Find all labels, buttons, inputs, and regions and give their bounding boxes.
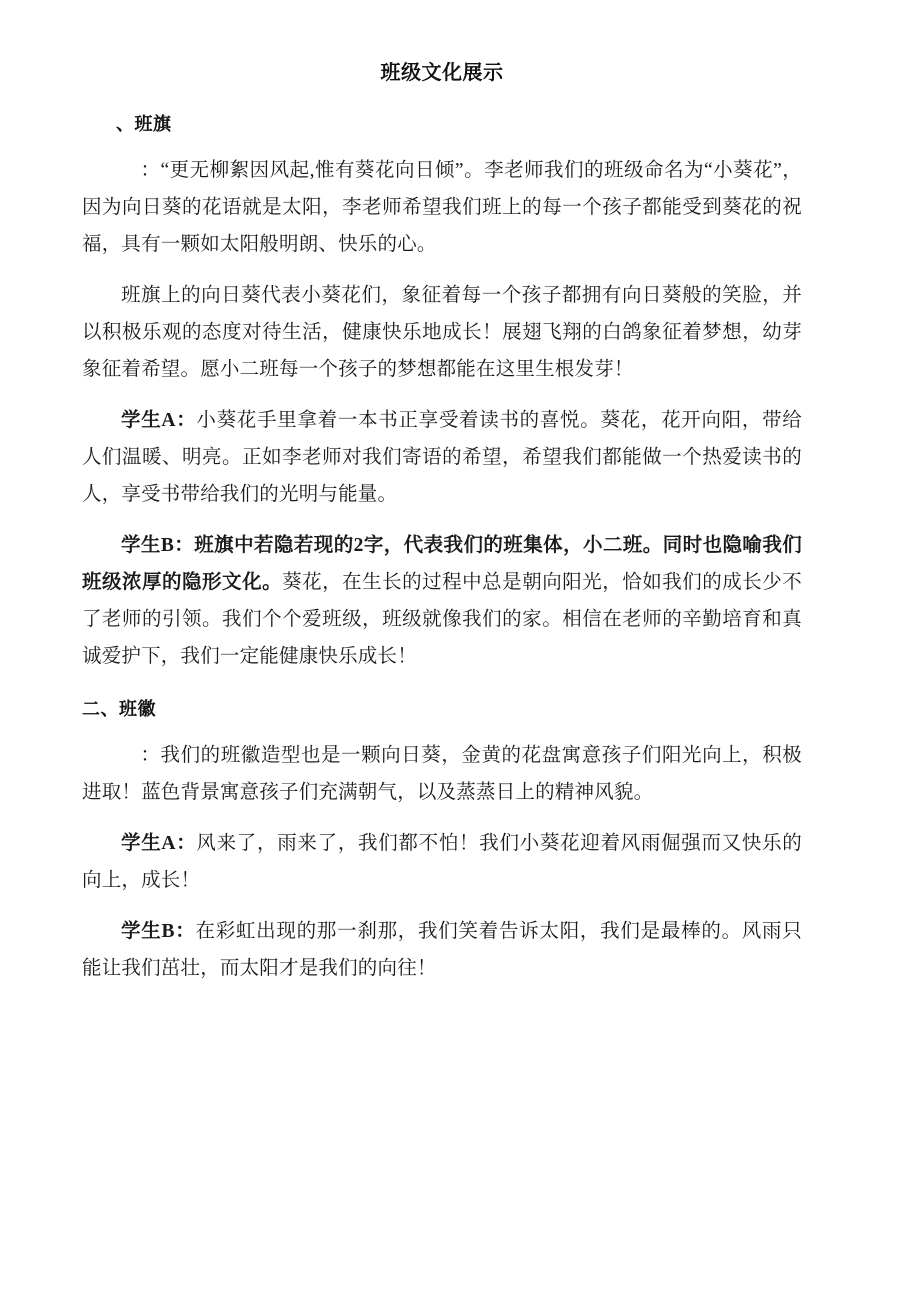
- paragraph-banqi-intro: [82, 138, 802, 263]
- paragraph-text: ：我们的班徽造型也是一颗向日葵，金黄的花盘寓意孩子们阳光向上，积极进取！蓝色背景寓意孩子们充满朝气，以及蒸蒸日上的精神风貌。: [82, 745, 802, 803]
- section-heading-banqi: 、班旗: [116, 114, 172, 135]
- paragraph-text: 葵花，在生长的过程中总是朝向阳光，恰如我们的成长少不了老师的引领。我们个个爱班级，班级就像我们的家。相信在老师的辛勤培育和真诚爱护下，我们一定能健康快乐成长！: [82, 572, 802, 667]
- speaker-label-student-a: 学生A：: [121, 833, 197, 854]
- paragraph-text: 小葵花手里拿着一本书正享受着读书的喜悦。葵花，花开向阳，带给人们温暖、明亮。正如李老师对我们寄语的希望，希望我们都能做一个热爱读书的人，享受书带给我们的光明与能量。: [82, 410, 802, 505]
- paragraph-banqi-student-b: [82, 513, 802, 675]
- page-title: 班级文化展示: [380, 60, 504, 84]
- speaker-label-student-b: 学生B：: [121, 921, 196, 942]
- speaker-label-student-a: 学生A：: [121, 410, 197, 431]
- paragraph-banhui-student-a: [82, 811, 802, 899]
- paragraph-text: 风来了，雨来了，我们都不怕！我们小葵花迎着风雨倔强而又快乐的向上，成长！: [82, 833, 802, 891]
- section-heading-banhui: 二、班徽: [82, 699, 156, 720]
- paragraph-banhui-student-b: [82, 899, 802, 987]
- paragraph-text: 班旗上的向日葵代表小葵花们，象征着每一个孩子都拥有向日葵般的笑脸，并以积极乐观的态度对待生活，健康快乐地成长！展翅飞翔的白鸽象征着梦想，幼芽象征着希望。愿小二班每一个孩子的梦想都能在这里生根发芽！: [82, 285, 802, 380]
- speaker-label-student-b: 学生B：班旗中若隐若现的2字，代表我们的班集体，小二班。同时也隐喻我们班级浓厚的隐形文化。: [82, 535, 802, 593]
- paragraph-banhui-intro: [82, 723, 802, 811]
- paragraph-banqi-symbolism: [82, 263, 802, 388]
- paragraph-banqi-student-a: [82, 388, 802, 513]
- paragraph-text: ：“更无柳絮因风起,惟有葵花向日倾”。李老师我们的班级命名为“小葵花”，因为向日葵的花语就是太阳，李老师希望我们班上的每一个孩子都能受到葵花的祝福，具有一颗如太阳般明朗、快乐的心。: [82, 160, 802, 255]
- document-body: [82, 0, 802, 987]
- paragraph-text: 在彩虹出现的那一刹那，我们笑着告诉太阳，我们是最棒的。风雨只能让我们茁壮，而太阳才是我们的向往！: [82, 921, 802, 979]
